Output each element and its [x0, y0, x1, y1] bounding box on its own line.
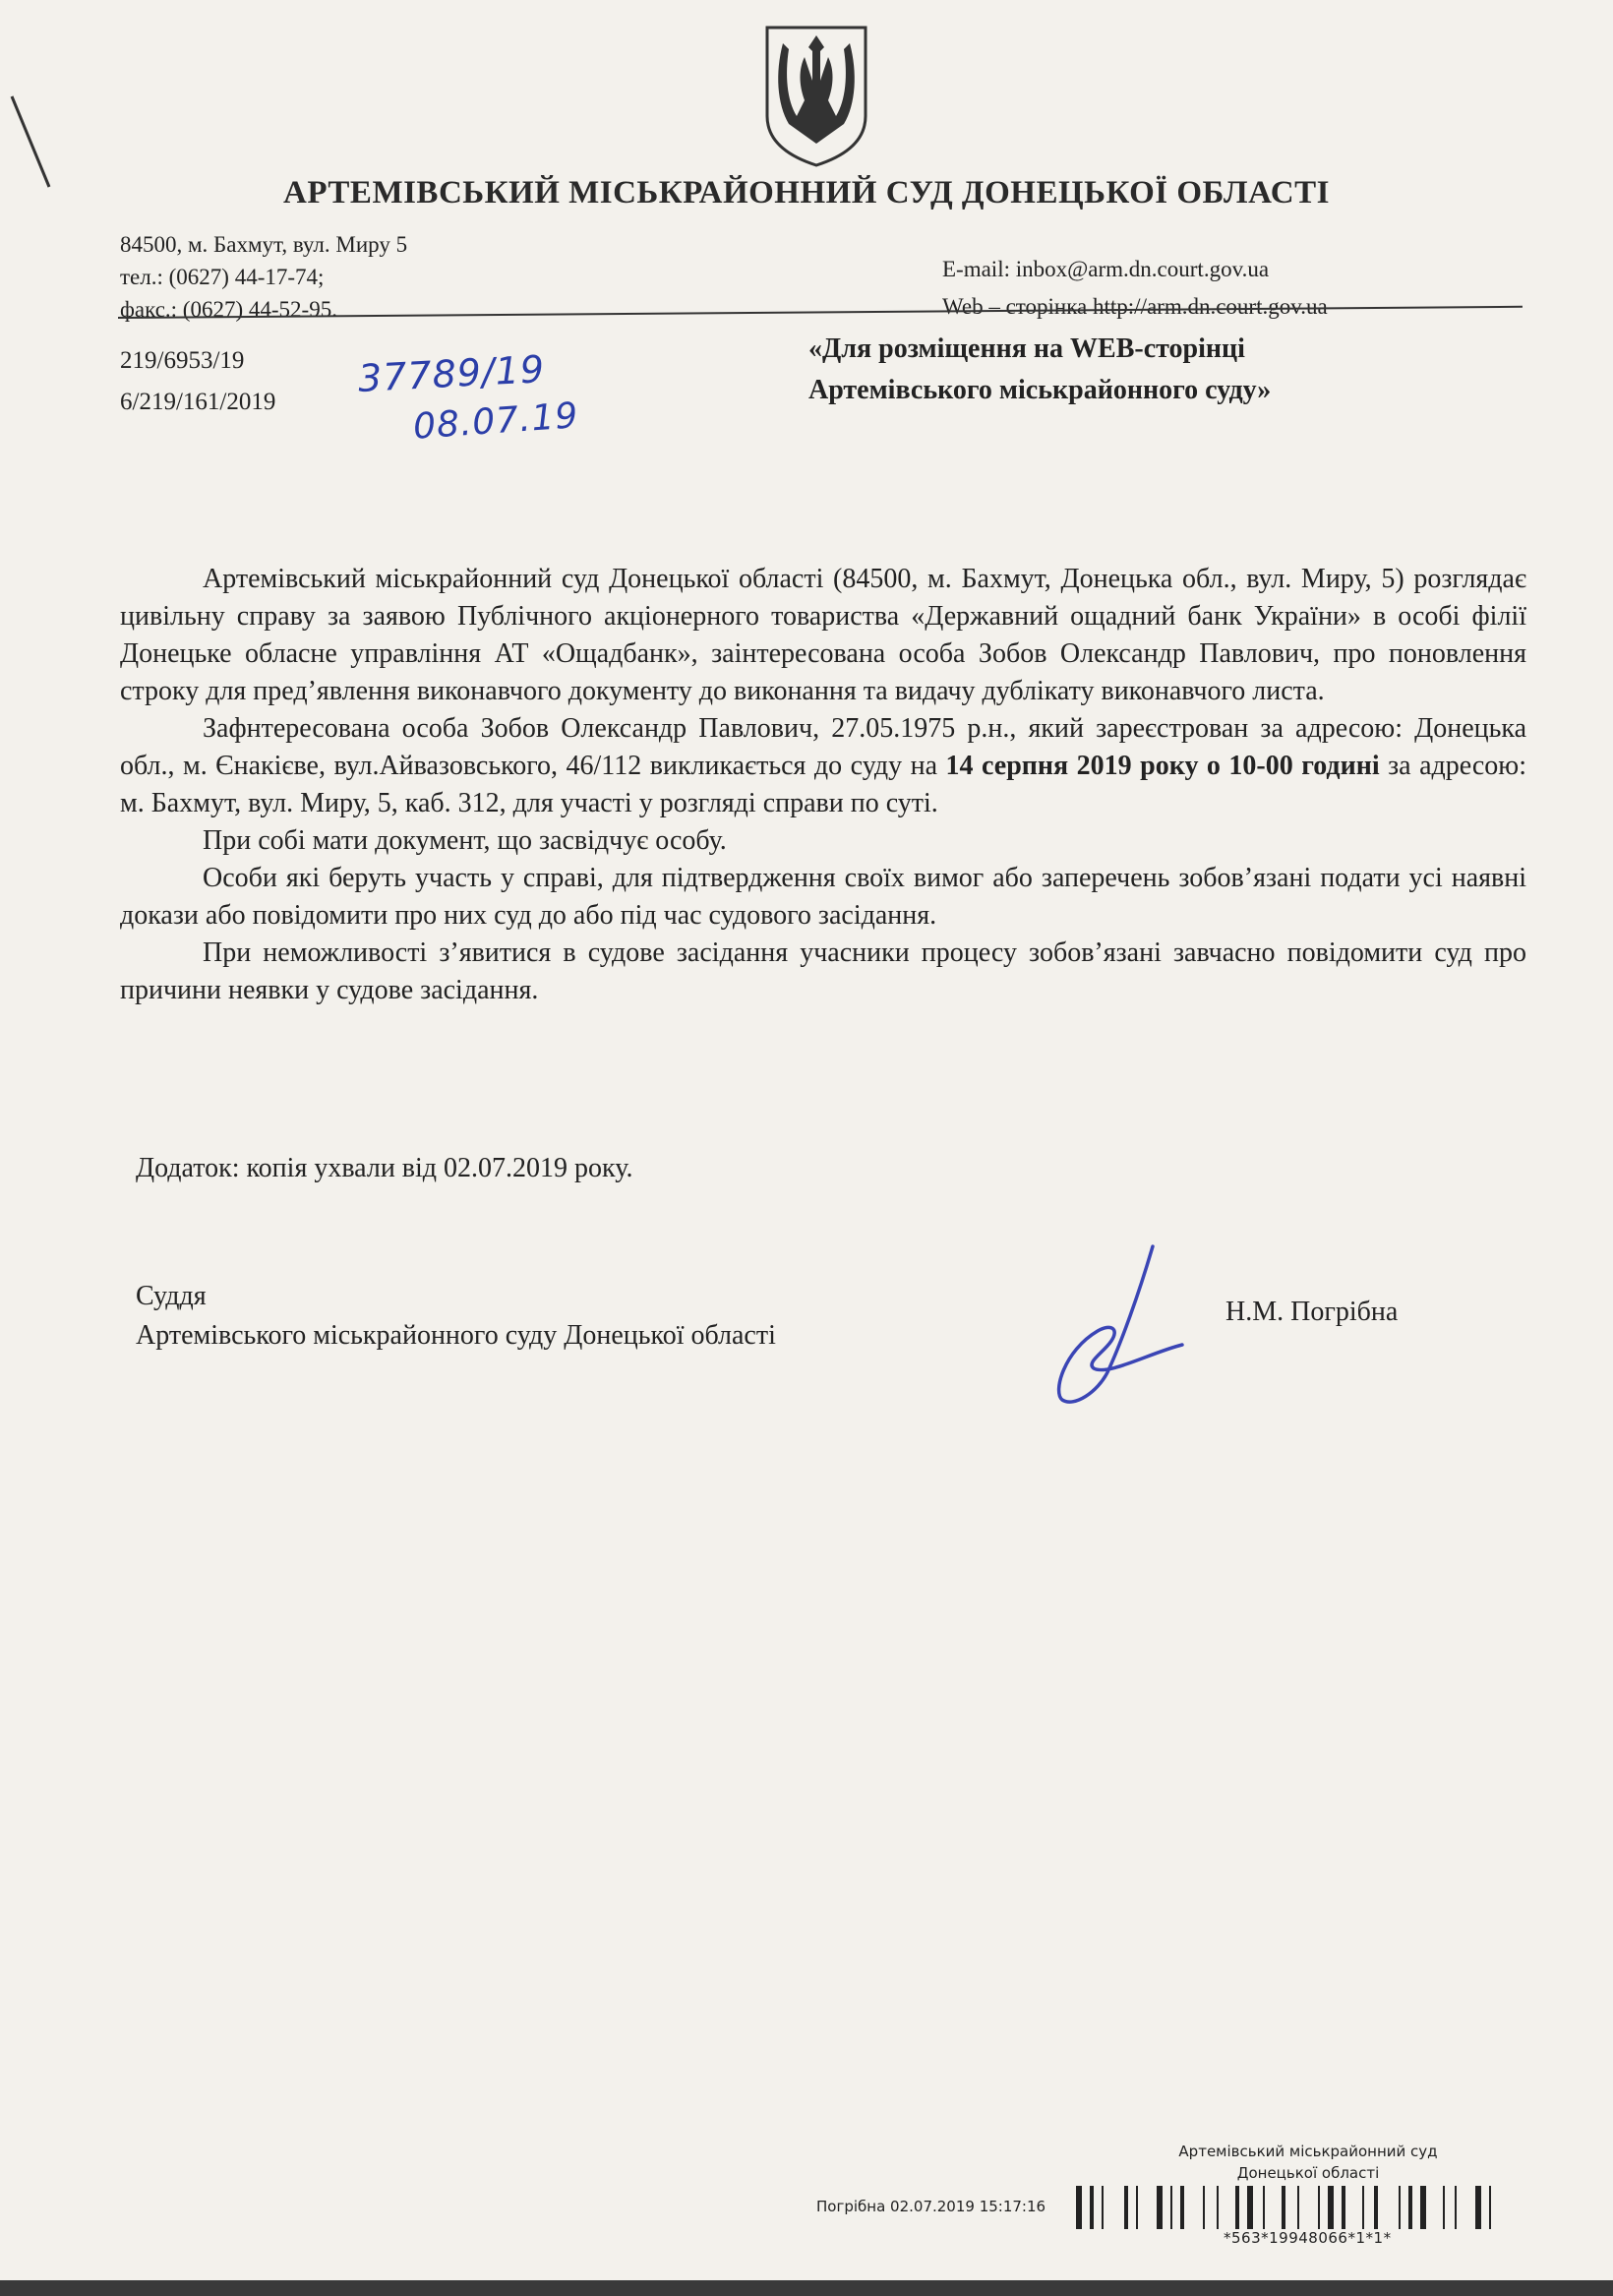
court-email: E-mail: inbox@arm.dn.court.gov.ua: [942, 257, 1270, 281]
handwritten-reg-date: 08.07.19: [411, 395, 580, 448]
barcode-bar: [1203, 2186, 1205, 2229]
court-fax: факс.: (0627) 44-52-95.: [120, 297, 337, 322]
barcode-bar: [1455, 2186, 1457, 2229]
court-phone: тел.: (0627) 44-17-74;: [120, 265, 325, 289]
paragraph-summons: Артемівський міськрайонний суд Донецької області (84500, м. Бахмут, Донецька обл., вул. Миру, 5) розглядає цивільну справу за заявою Публічного акціонерного товариства «Державний ощадний банк України» в особі філії Донецьке обласне управління АТ «Ощадбанк», заінтересована особа Зобов Олександр Павлович, про поновлення строку для пред’явлення виконавчого документу до виконання та видачу дублікату виконавчого листа.: [120, 564, 1526, 706]
barcode-bar: [1408, 2186, 1412, 2229]
judge-title: Суддя: [136, 1281, 207, 1311]
barcode-bar: [1399, 2186, 1401, 2229]
scan-bottom-edge: [0, 2280, 1613, 2296]
handwritten-reg-number: 37789/19: [356, 347, 547, 400]
judge-court: Артемівського міськрайонного суду Донецької області: [136, 1320, 776, 1351]
barcode-bar: [1475, 2186, 1481, 2229]
barcode-bar: [1124, 2186, 1128, 2229]
barcode-bar: [1342, 2186, 1345, 2229]
court-address: 84500, м. Бахмут, вул. Миру 5: [120, 232, 408, 257]
court-web: Web – сторінка http://arm.dn.court.gov.ua: [942, 294, 1328, 319]
barcode-bar: [1217, 2186, 1219, 2229]
document-body: [120, 561, 1526, 1009]
web-note-line-2: Артемівського міськрайонного суду»: [808, 375, 1272, 405]
hearing-datetime: 14 серпня 2019 року о 10-00 годині: [945, 751, 1380, 781]
barcode-bar: [1328, 2186, 1334, 2229]
barcode-bar: [1443, 2186, 1445, 2229]
barcode-bar: [1374, 2186, 1378, 2229]
barcode-bar: [1247, 2186, 1253, 2229]
registration-stamp: [1141, 2141, 1475, 2184]
paragraph-evidence: Особи які беруть участь у справі, для підтвердження своїх вимог або заперечень зобов’язані подати усі наявні докази або повідомити про них суд до або під час судового засідання.: [120, 863, 1526, 931]
paragraph-id-document: При собі мати документ, що засвідчує особу.: [203, 825, 727, 856]
handwritten-signature: [1013, 1235, 1200, 1412]
stamp-court-line-1: Артемівський міськрайонний суд: [1178, 2143, 1438, 2160]
judge-block: [136, 1277, 776, 1356]
court-online-contacts: [942, 251, 1328, 326]
barcode-bar: [1362, 2186, 1364, 2229]
court-title: АРТЕМІВСЬКИЙ МІСЬКРАЙОННИЙ СУД ДОНЕЦЬКОЇ ОБЛАСТІ: [283, 175, 1330, 211]
barcode-bar: [1235, 2186, 1239, 2229]
judge-name: Н.М. Погрібна: [1225, 1297, 1399, 1327]
case-numbers: [120, 340, 275, 423]
barcode-bar: [1263, 2186, 1265, 2229]
court-contacts: [120, 228, 407, 326]
barcode-bar: [1489, 2186, 1491, 2229]
paragraph-party: [120, 710, 1526, 822]
barcode-bar: [1090, 2186, 1094, 2229]
party-text-end: за адресою: м. Бахмут, вул. Миру, 5, каб. 312, для участі у розгляді справи по суті.: [120, 751, 1526, 818]
coat-of-arms-icon: [759, 22, 873, 169]
barcode-bar: [1136, 2186, 1138, 2229]
barcode-bar: [1420, 2186, 1426, 2229]
barcode-bar: [1318, 2186, 1320, 2229]
barcode-bar: [1282, 2186, 1285, 2229]
web-publication-note: [808, 329, 1271, 411]
barcode-bar: [1297, 2186, 1299, 2229]
attachment-note: Додаток: копія ухвали від 02.07.2019 року.: [136, 1153, 633, 1183]
web-note-line-1: «Для розміщення на WEB-сторінці: [808, 333, 1245, 364]
party-text-start: Зафнтересована особа Зобов Олександр Павлович, 27.05.1975 р.н., який зареєстрован за адресою: Донецька обл., м. Єнакієве, вул.Айвазовського, 46/112 викликається до суду на: [120, 713, 1526, 781]
scan-mark: [0, 89, 59, 197]
barcode-bar: [1102, 2186, 1104, 2229]
barcode-bar: [1076, 2186, 1082, 2229]
barcode-icon: [1074, 2186, 1556, 2229]
barcode-text: *563*19948066*1*1*: [1224, 2229, 1392, 2247]
barcode-bar: [1170, 2186, 1172, 2229]
stamp-court-line-2: Донецької області: [1236, 2164, 1380, 2182]
barcode-bar: [1157, 2186, 1163, 2229]
proceeding-number: 6/219/161/2019: [120, 389, 276, 415]
stamp-meta: Погрібна 02.07.2019 15:17:16: [816, 2198, 1046, 2215]
paragraph-absence: При неможливості з’явитися в судове засідання учасники процесу зобов’язані завчасно повідомити суд про причини неявки у судове засідання.: [120, 937, 1526, 1005]
case-number: 219/6953/19: [120, 347, 245, 374]
barcode-bar: [1180, 2186, 1184, 2229]
